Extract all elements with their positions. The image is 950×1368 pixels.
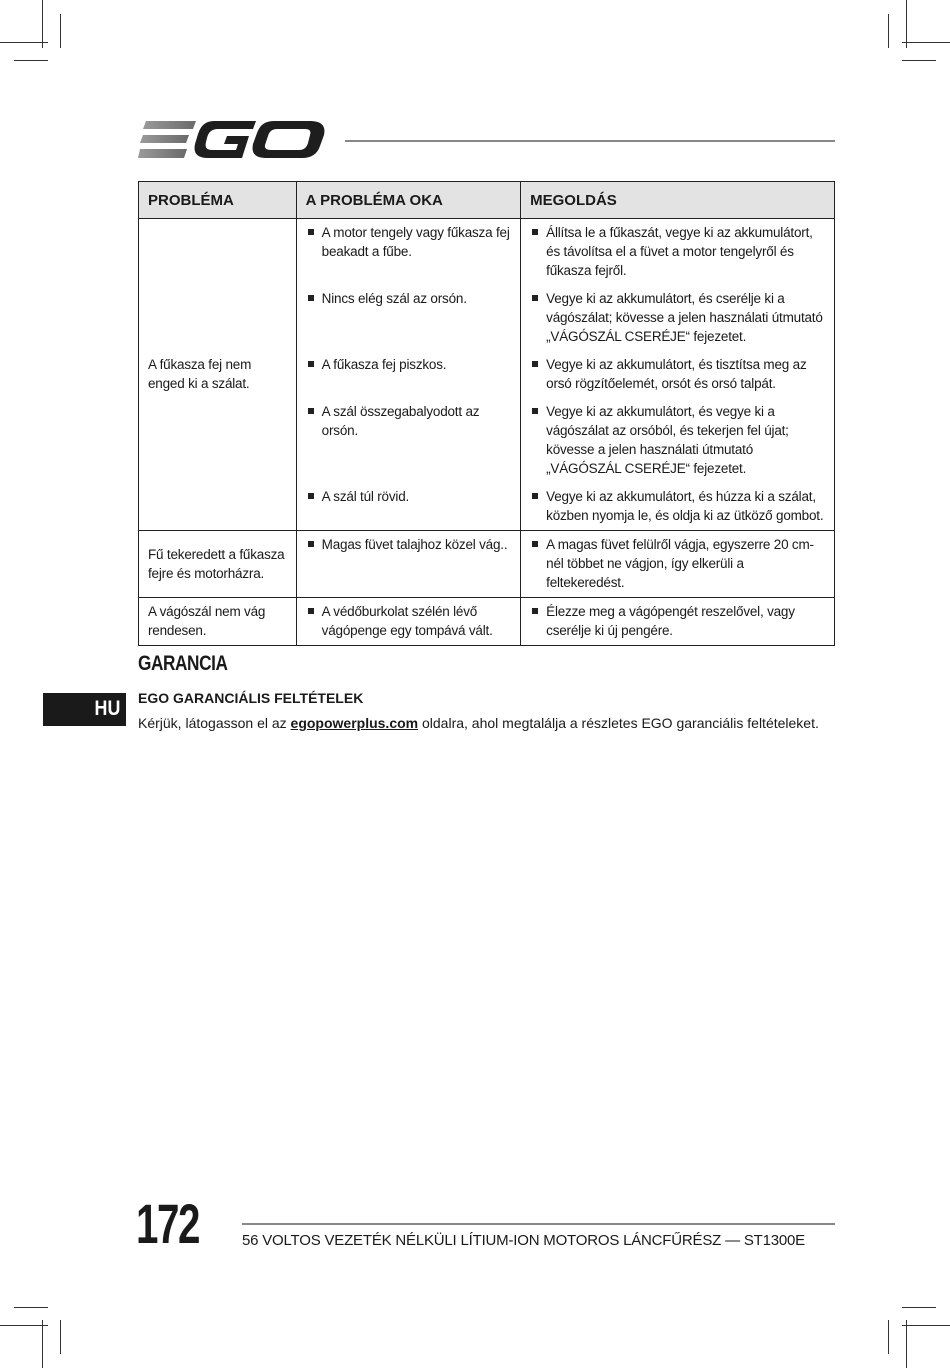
- language-tab: [43, 693, 126, 726]
- crop-mark: [42, 1320, 43, 1368]
- table-row: [139, 598, 835, 646]
- cause-cell: [296, 483, 520, 531]
- page-number: 172: [136, 1192, 199, 1255]
- cause-cell: [296, 285, 520, 351]
- footer-title: 56 VOLTOS VEZETÉK NÉLKÜLI LÍTIUM-ION MOTOROS LÁNCFŰRÉSZ — ST1300E: [242, 1232, 805, 1249]
- cause-cell: [296, 398, 520, 483]
- solution-cell: [521, 351, 835, 398]
- cause-cell: [296, 598, 520, 646]
- warranty-link[interactable]: egopowerplus.com: [290, 715, 419, 731]
- ego-logo: [138, 118, 328, 162]
- warranty-subtitle: EGO GARANCIÁLIS FELTÉTELEK: [138, 690, 364, 706]
- section-title: GARANCIA: [138, 652, 228, 675]
- cause-text: A szál túl rövid.: [306, 487, 511, 506]
- header-solution: MEGOLDÁS: [521, 182, 835, 219]
- crop-mark: [906, 1320, 907, 1368]
- warranty-paragraph: [138, 715, 819, 731]
- solution-text: Vegye ki az akkumulátort, és cserélje ki a vágószálat; kövesse a jelen használati útmutató „VÁGÓSZÁL CSERÉJE“ fejezetet.: [530, 289, 825, 346]
- crop-mark: [888, 14, 889, 48]
- table-row: [139, 219, 835, 286]
- problem-cell: Fű tekeredett a fűkasza fejre és motorházra.: [139, 531, 297, 598]
- cause-text: Magas füvet talajhoz közel vág..: [306, 535, 511, 554]
- solution-cell: [521, 398, 835, 483]
- solution-cell: [521, 598, 835, 646]
- cause-text: A motor tengely vagy fűkasza fej beakadt a fűbe.: [306, 223, 511, 261]
- footer-rule: [242, 1223, 835, 1225]
- problem-cell: A fűkasza fej nem enged ki a szálat.: [139, 219, 297, 531]
- cause-text: A fűkasza fej piszkos.: [306, 355, 511, 374]
- solution-text: Élezze meg a vágópengét reszelővel, vagy cserélje ki új pengére.: [530, 602, 825, 640]
- cause-cell: [296, 531, 520, 598]
- cause-text: Nincs elég szál az orsón.: [306, 289, 511, 308]
- cause-cell: [296, 351, 520, 398]
- solution-text: Vegye ki az akkumulátort, és vegye ki a vágószálat az orsóból, és tekerjen fel újat; kövesse a jelen használati útmutató „VÁGÓSZÁL CSERÉJE“ fejezetet.: [530, 402, 825, 478]
- crop-mark: [14, 1307, 48, 1308]
- crop-mark: [0, 42, 48, 43]
- solution-text: Állítsa le a fűkaszát, vegye ki az akkumulátort, és távolítsa el a füvet a motor tengelyről és fűkasza fejről.: [530, 223, 825, 280]
- cause-cell: [296, 219, 520, 286]
- cause-text: A védőburkolat szélén lévő vágópenge egy tompává vált.: [306, 602, 511, 640]
- table-row: [139, 531, 835, 598]
- language-tab-label: HU: [94, 697, 120, 720]
- solution-cell: [521, 483, 835, 531]
- crop-mark: [906, 0, 907, 48]
- warranty-text-after: oldalra, ahol megtalálja a részletes EGO garanciális feltételeket.: [418, 715, 819, 731]
- warranty-text-before: Kérjük, látogasson el az: [138, 715, 291, 731]
- crop-mark: [902, 42, 950, 43]
- problem-cell: A vágószál nem vág rendesen.: [139, 598, 297, 646]
- crop-mark: [902, 60, 936, 61]
- crop-mark: [0, 1325, 48, 1326]
- table-header-row: [139, 182, 835, 219]
- solution-text: Vegye ki az akkumulátort, és húzza ki a szálat, közben nyomja le, és oldja ki az ütköző gombot.: [530, 487, 825, 525]
- solution-cell: [521, 285, 835, 351]
- crop-mark: [888, 1320, 889, 1354]
- header-problem: PROBLÉMA: [139, 182, 297, 219]
- header-rule: [345, 140, 835, 142]
- solution-cell: [521, 219, 835, 286]
- crop-mark: [42, 0, 43, 48]
- crop-mark: [902, 1325, 950, 1326]
- crop-mark: [60, 1320, 61, 1354]
- troubleshooting-table: [138, 181, 835, 646]
- header-cause: A PROBLÉMA OKA: [296, 182, 520, 219]
- crop-mark: [60, 14, 61, 48]
- solution-text: Vegye ki az akkumulátort, és tisztítsa meg az orsó rögzítőelemét, orsót és orsó talpát.: [530, 355, 825, 393]
- solution-text: A magas füvet felülről vágja, egyszerre 20 cm-nél többet ne vágjon, így elkerüli a feltekeredést.: [530, 535, 825, 592]
- solution-cell: [521, 531, 835, 598]
- crop-mark: [902, 1307, 936, 1308]
- crop-mark: [14, 60, 48, 61]
- cause-text: A szál összegabalyodott az orsón.: [306, 402, 511, 440]
